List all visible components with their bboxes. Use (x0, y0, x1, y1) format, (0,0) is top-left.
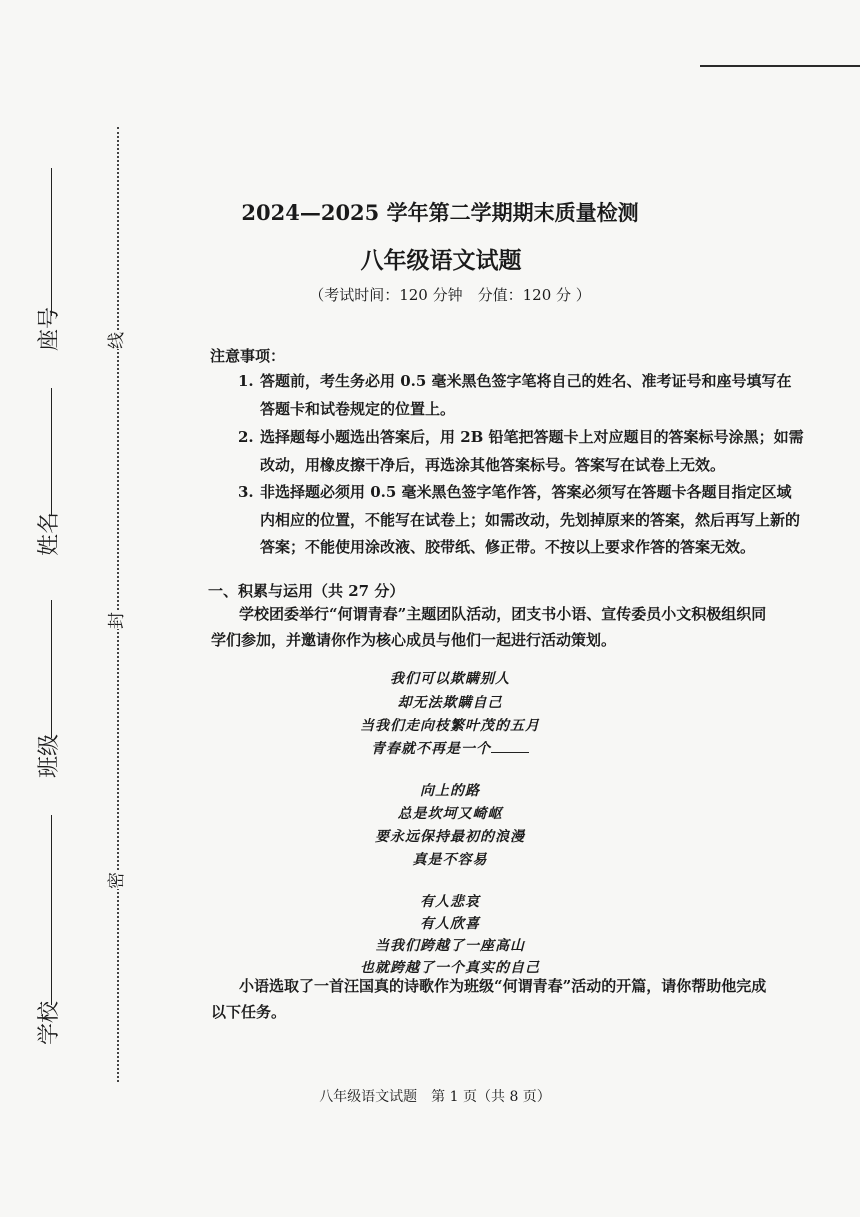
exam-title: 2024—2025 学年第二学期期末质量检测 (241, 200, 639, 225)
poem-line: 当我们走向枝繁叶茂的五月 (360, 718, 540, 734)
exam-subtitle: 八年级语文试题 (360, 247, 522, 274)
poem-line: 也就跨越了一个真实的自己 (360, 960, 540, 976)
notice-item-number: 3. (238, 483, 254, 501)
poem-line: 当我们跨越了一座高山 (375, 938, 525, 954)
poem-line: 我们可以欺瞒别人 (390, 671, 510, 687)
page-footer: 八年级语文试题 第 1 页（共 8 页） (319, 1089, 551, 1105)
intro-paragraph-line2: 学们参加，并邀请你作为核心成员与他们一起进行活动策划。 (211, 631, 617, 649)
notice-item-text: 答题前，考生务必用 0.5 毫米黑色签字笔将自己的姓名、准考证号和座号填写在答题卡和试卷规定的位置上。 (260, 372, 792, 418)
seat-number-label: 座号 (37, 306, 63, 352)
poem-line: 却无法欺瞒自己 (397, 695, 503, 711)
poem-line: 有人欣喜 (420, 916, 480, 932)
binding-marker-secret: 密 (107, 872, 127, 889)
class-label: 班级 (37, 733, 63, 779)
intro-paragraph-line1: 学校团委举行“何谓青春”主题团队活动，团支书小语、宣传委员小文积极组织同 (239, 605, 767, 623)
poem-line: 要永远保持最初的浪漫 (375, 829, 525, 845)
poem-line: 总是坎坷又崎岖 (397, 806, 503, 822)
fill-in-blank[interactable] (491, 740, 529, 753)
school-line[interactable] (51, 815, 52, 1005)
exam-info: （考试时间：120 分钟 分值：120 分 ） (309, 286, 591, 304)
school-label: 学校 (37, 1000, 63, 1046)
poem-line: 有人悲哀 (420, 894, 480, 910)
binding-marker-line: 线 (107, 332, 127, 349)
scan-edge-line (700, 65, 860, 67)
section-heading: 一、积累与运用（共 27 分） (208, 582, 405, 600)
notice-item-text: 非选择题必须用 0.5 毫米黑色签字笔作答，答案必须写在答题卡各题目指定区域内相应的位置，不能写在试卷上；如需改动，先划掉原来的答案，然后再写上新的答案；不能使用涂改液、胶带纸、修正带。不按以上要求作答的答案无效。 (260, 483, 801, 556)
name-label: 姓名 (37, 511, 63, 557)
task-paragraph-line1: 小语选取了一首汪国真的诗歌作为班级“何谓青春”活动的开篇，请你帮助他完成 (239, 977, 767, 995)
name-line[interactable] (51, 388, 52, 516)
notice-item-text: 选择题每小题选出答案后，用 2B 铅笔把答题卡上对应题目的答案标号涂黑；如需改动，用橡皮擦干净后，再选涂其他答案标号。答案写在试卷上无效。 (260, 428, 804, 474)
notice-heading: 注意事项： (210, 347, 286, 365)
poem-line: 向上的路 (420, 783, 480, 799)
binding-marker-seal: 封 (107, 612, 127, 629)
class-line[interactable] (51, 600, 52, 738)
poem-line-text: 青春就不再是一个 (371, 741, 491, 757)
poem-line-with-blank (330, 738, 570, 758)
notice-item-number: 2. (238, 428, 254, 446)
notice-item-number: 1. (238, 372, 254, 390)
poem-line: 真是不容易 (412, 852, 488, 868)
task-paragraph-line2: 以下任务。 (211, 1003, 287, 1021)
